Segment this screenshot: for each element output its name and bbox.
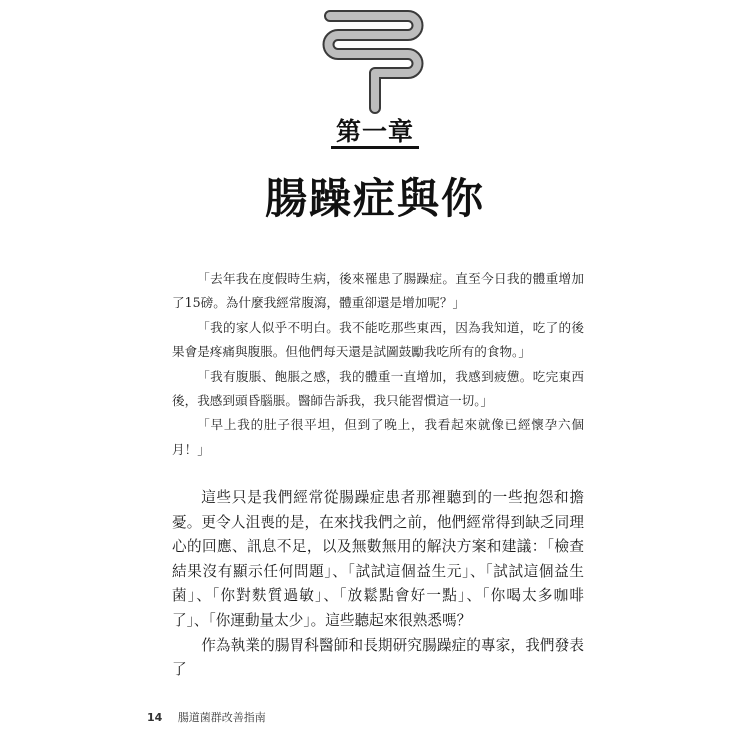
quote-paragraph: 「我的家人似乎不明白。我不能吃那些東西，因為我知道，吃了的後果會是疼痛與腹脹。但他們每天還是試圖鼓勵我吃所有的食物。」 (172, 319, 584, 360)
running-book-title: 腸道菌群改善指南 (177, 711, 266, 724)
page-number: 14 (147, 711, 163, 724)
body-paragraph: 作為執業的腸胃科醫師和長期研究腸躁症的專家，我們發表了 (172, 636, 584, 679)
chapter-label: 第一章 (335, 117, 414, 146)
chapter-title: 腸躁症與你 (264, 174, 485, 223)
patient-quotes (172, 267, 584, 462)
quote-paragraph: 「早上我的肚子很平坦，但到了晚上，我看起來就像已經懷孕六個月！」 (172, 417, 584, 457)
body-text (172, 486, 584, 683)
body-paragraph: 這些只是我們經常從腸躁症患者那裡聽到的一些抱怨和擔憂。更令人沮喪的是，在來找我們之前，他們經常得到缺乏同理心的回應、訊息不足，以及無數無用的解決方案和建議：「檢查結果沒有顯示任何問題」、「試試這個益生元」、「試試這個益生菌」、「你對麩質過敏」、「放鬆點會好一點」、「你喝太多咖啡了」、「你運動量太少」。這些聽起來很熟悉嗎？ (172, 489, 584, 629)
quote-paragraph: 「我有腹脹、飽脹之感，我的體重一直增加，我感到疲憊。吃完東西後，我感到頭昏腦脹。醫師告訴我，我只能習慣這一切。」 (172, 368, 584, 409)
intestine-icon (318, 4, 428, 114)
page-footer (147, 709, 266, 725)
chapter-underline (331, 146, 419, 149)
quote-paragraph: 「去年我在度假時生病，後來罹患了腸躁症。直至今日我的體重增加了15磅。為什麼我經常腹瀉，體重卻還是增加呢？」 (172, 271, 584, 311)
